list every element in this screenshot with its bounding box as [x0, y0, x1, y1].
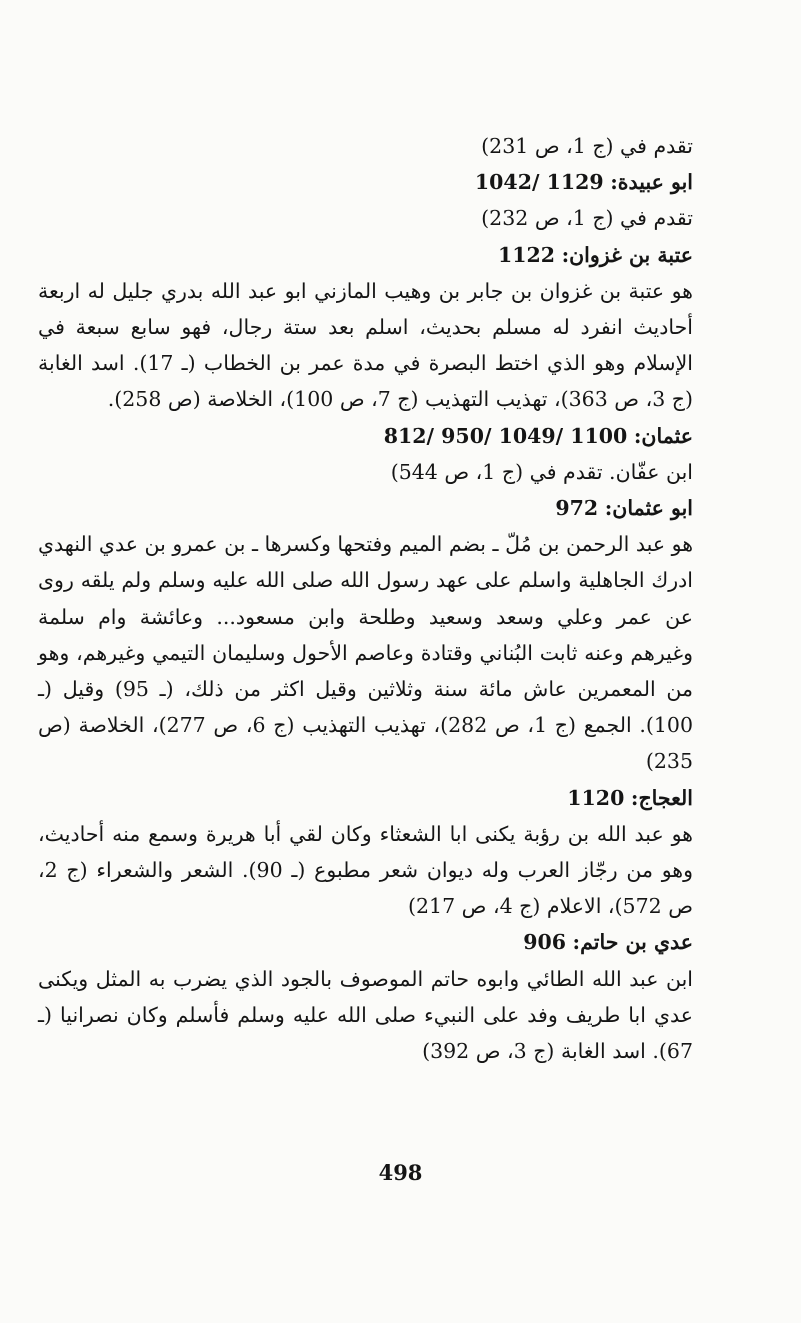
entry-numbers: 906: [523, 930, 566, 955]
page-number: 498: [378, 1160, 423, 1185]
entry-name: عثمان:: [633, 423, 693, 448]
entry-heading: [38, 924, 693, 960]
entry-name: عدي بن حاتم:: [572, 930, 693, 955]
entry-name: عتبة بن غزوان:: [561, 242, 693, 267]
entry-numbers: 1120: [567, 785, 625, 810]
cross-reference: تقدم في (ج 1، ص 232): [481, 206, 693, 231]
biography-paragraph: هو عبد الرحمن بن مُلّ ـ بضم الميم وفتحها وكسرها ـ بن عمرو بن عدي النهدي ادرك الجاهلية واسلم على عهد رسول الله صلى الله عليه وسلم ولم يلقه روى عن عمر وعلي وسعد وسعيد وطلحة وابن مسعود... وعائشة وام سلمة وغيرهم وعنه ثابت البُناني وقتادة وعاصم الأحول وسليمان التيمي وغيرهم، وهو من المعمرين عاش مائة سنة وثلاثين وقيل اكثر من ذلك، (ـ 95) وقيل (ـ 100). الجمع (ج 1، ص 282)، تهذيب التهذيب (ج 6، ص 277)، الخلاصة (ص 235): [38, 532, 694, 774]
entry-heading: [38, 418, 693, 454]
entry-heading: [38, 490, 693, 526]
entry-heading: [38, 780, 693, 816]
entry-name: ابو عثمان:: [604, 496, 693, 521]
entry-numbers: 1122: [497, 242, 556, 267]
text-body: [38, 128, 693, 1069]
cross-reference: ابن عفّان. تقدم في (ج 1، ص 544): [390, 459, 693, 484]
biography-paragraph: هو عتبة بن غزوان بن جابر بن وهيب المازني ابو عبد الله بدري جليل له اربعة أحاديث انفرد له مسلم بحديث، اسلم بعد ستة رجال، فهو سابع سبعة في الإسلام وهو الذي اختط البصرة في مدة عمر بن الخطاب (ـ 17). اسد الغابة (ج 3، ص 363)، تهذيب التهذيب (ج 7، ص 100)، الخلاصة (ص 258).: [38, 278, 693, 412]
entry-numbers: 972: [555, 496, 599, 521]
entry-numbers: 812/ 950/ 1049/ 1100: [383, 423, 628, 448]
biography-paragraph: هو عبد الله بن رؤبة يكنى ابا الشعثاء وكان لقي أبا هريرة وسمع منه أحاديث، وهو من رجّاز العرب وله ديوان شعر مطبوع (ـ 90). الشعر والشعراء (ج 2، ص 572)، الاعلام (ج 4، ص 217): [38, 821, 693, 919]
entry-name: العجاج:: [630, 785, 693, 810]
biography-paragraph: ابن عبد الله الطائي وابوه حاتم الموصوف بالجود الذي يضرب به المثل ويكنى عدي ابا طريف وفد على النبيء صلى الله عليه وسلم فأسلم وكان نصرانيا (ـ 67). اسد الغابة (ج 3، ص 392): [38, 966, 693, 1064]
entry-numbers: 1042/ 1129: [474, 170, 604, 195]
cross-reference: تقدم في (ج 1، ص 231): [481, 134, 693, 158]
entry-heading: [38, 164, 693, 200]
entry-name: ابو عبيدة:: [610, 170, 693, 195]
entry-heading: [38, 237, 693, 273]
